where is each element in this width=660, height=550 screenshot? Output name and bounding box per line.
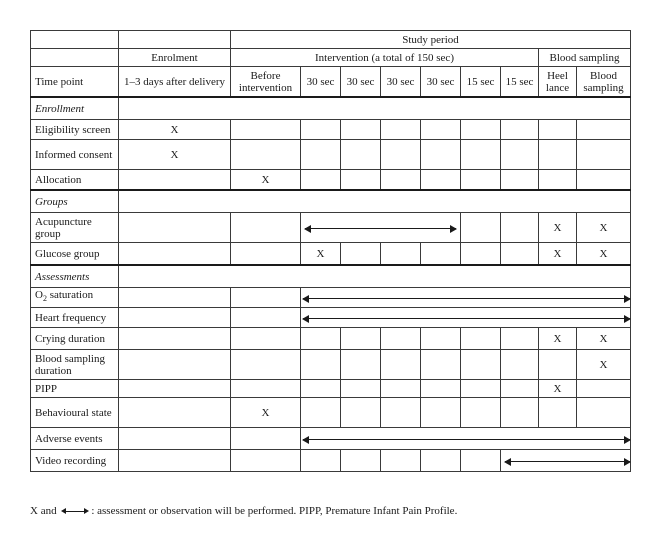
row-label: Crying duration bbox=[31, 328, 119, 350]
x-mark: X bbox=[231, 170, 301, 191]
enrolment-time-header: 1–3 days after delivery bbox=[119, 67, 231, 98]
row-label: Allocation bbox=[31, 170, 119, 191]
x-mark: X bbox=[539, 213, 577, 243]
x-mark: X bbox=[301, 243, 341, 266]
row-label: Behavioural state bbox=[31, 398, 119, 428]
sec30-header-1: 30 sec bbox=[301, 67, 341, 98]
time-point-header: Time point bbox=[31, 67, 119, 98]
before-intervention-header: Before intervention bbox=[231, 67, 301, 98]
section-row-enrollment bbox=[31, 97, 631, 120]
section-spacer bbox=[119, 190, 631, 213]
section-spacer bbox=[119, 265, 631, 288]
blood-sampling-col-header: Blood sampling bbox=[577, 67, 631, 98]
blank-cell bbox=[31, 49, 119, 67]
sec15-header-1: 15 sec bbox=[461, 67, 501, 98]
blank-corner bbox=[31, 31, 119, 49]
schedule-table-container bbox=[30, 30, 630, 472]
study-period-header: Study period bbox=[231, 31, 631, 49]
x-mark: X bbox=[119, 140, 231, 170]
blood-sampling-header: Blood sampling bbox=[539, 49, 631, 67]
blank-cell bbox=[119, 31, 231, 49]
row-label: Blood sampling duration bbox=[31, 350, 119, 380]
study-schedule-table bbox=[30, 30, 631, 472]
table-row-o2 bbox=[31, 288, 631, 308]
double-arrow-icon bbox=[61, 507, 89, 515]
x-mark: X bbox=[119, 120, 231, 140]
section-spacer bbox=[119, 97, 631, 120]
section-row-assessments bbox=[31, 265, 631, 288]
x-mark: X bbox=[577, 350, 631, 380]
sec15-header-2: 15 sec bbox=[501, 67, 539, 98]
table-row-pipp bbox=[31, 380, 631, 398]
row-label: $O_2$ saturation bbox=[31, 288, 119, 308]
table-row-heart bbox=[31, 308, 631, 328]
table-row-informed-consent bbox=[31, 140, 631, 170]
sec30-header-4: 30 sec bbox=[421, 67, 461, 98]
table-row-adverse bbox=[31, 428, 631, 450]
section-label-assessments: Assessments bbox=[31, 265, 119, 288]
heel-lance-header: Heel lance bbox=[539, 67, 577, 98]
header-row-1 bbox=[31, 31, 631, 49]
header-row-3 bbox=[31, 67, 631, 98]
table-row-behavioural bbox=[31, 398, 631, 428]
table-row-crying bbox=[31, 328, 631, 350]
interval-arrow bbox=[501, 450, 631, 472]
interval-arrow bbox=[301, 213, 461, 243]
x-mark: X bbox=[577, 213, 631, 243]
section-label-enrollment: Enrollment bbox=[31, 97, 119, 120]
table-row-eligibility bbox=[31, 120, 631, 140]
table-footnote bbox=[30, 505, 457, 517]
row-label: Adverse events bbox=[31, 428, 119, 450]
row-label: Video recording bbox=[31, 450, 119, 472]
row-label: Informed consent bbox=[31, 140, 119, 170]
row-label: Glucose group bbox=[31, 243, 119, 266]
interval-arrow bbox=[301, 288, 631, 308]
table-row-allocation bbox=[31, 170, 631, 191]
section-label-groups: Groups bbox=[31, 190, 119, 213]
interval-arrow bbox=[301, 308, 631, 328]
row-label: Heart frequency bbox=[31, 308, 119, 328]
footnote-prefix: X and bbox=[30, 505, 57, 517]
intervention-header: Intervention (a total of 150 sec) bbox=[231, 49, 539, 67]
row-label: Acupuncture group bbox=[31, 213, 119, 243]
x-mark: X bbox=[539, 243, 577, 266]
x-mark: X bbox=[577, 243, 631, 266]
row-label: Eligibility screen bbox=[31, 120, 119, 140]
row-label: PIPP bbox=[31, 380, 119, 398]
x-mark: X bbox=[539, 380, 577, 398]
x-mark: X bbox=[577, 328, 631, 350]
table-row-video bbox=[31, 450, 631, 472]
x-mark: X bbox=[539, 328, 577, 350]
interval-arrow bbox=[301, 428, 631, 450]
sec30-header-3: 30 sec bbox=[381, 67, 421, 98]
enrolment-header: Enrolment bbox=[119, 49, 231, 67]
sec30-header-2: 30 sec bbox=[341, 67, 381, 98]
header-row-2 bbox=[31, 49, 631, 67]
table-row-glucose bbox=[31, 243, 631, 266]
footnote-text: : assessment or observation will be performed. PIPP, Premature Infant Pain Profile. bbox=[91, 505, 458, 517]
section-row-groups bbox=[31, 190, 631, 213]
x-mark: X bbox=[231, 398, 301, 428]
table-row-acupuncture bbox=[31, 213, 631, 243]
table-row-blood-duration bbox=[31, 350, 631, 380]
